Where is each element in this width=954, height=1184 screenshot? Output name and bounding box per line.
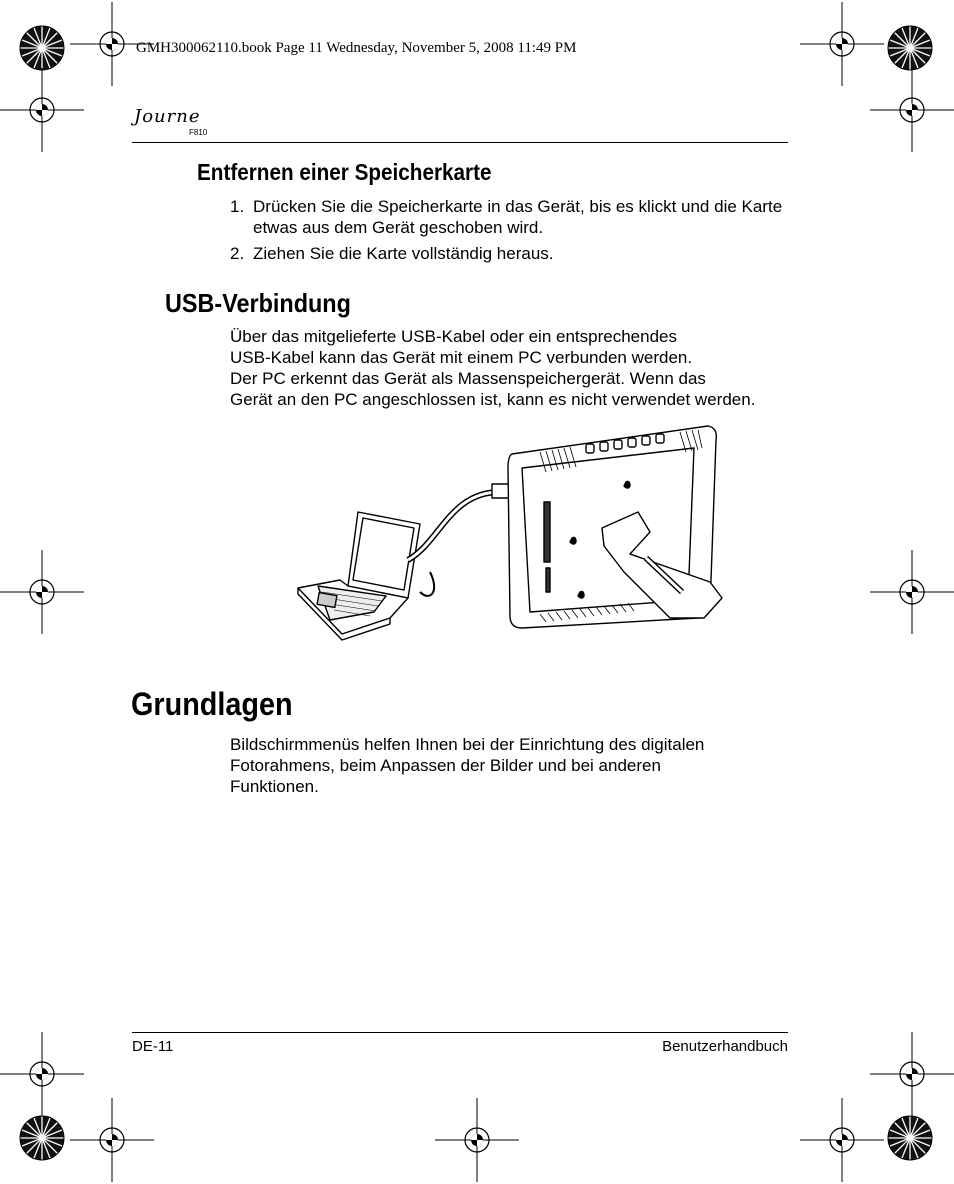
paragraph-line: Über das mitgelieferte USB-Kabel oder ein entsprechendes bbox=[230, 327, 677, 346]
paragraph-line: Funktionen. bbox=[230, 777, 319, 796]
step-text: Ziehen Sie die Karte vollständig heraus. bbox=[253, 244, 554, 263]
laptop-icon bbox=[298, 512, 420, 640]
header-rule bbox=[132, 142, 788, 143]
photo-frame-icon bbox=[508, 426, 722, 628]
step-number: 2. bbox=[230, 244, 245, 263]
heading-usb: USB-Verbindung bbox=[165, 288, 351, 318]
paragraph-line: Gerät an den PC angeschlossen ist, kann es nicht verwendet werden. bbox=[230, 390, 756, 409]
paragraph-line: Bildschirmmenüs helfen Ihnen bei der Einrichtung des digitalen bbox=[230, 735, 705, 754]
step-item bbox=[230, 243, 790, 264]
brand-logo: Journe bbox=[134, 106, 201, 127]
step-number: 1. bbox=[230, 197, 245, 216]
model-label: F810 bbox=[189, 128, 208, 137]
steps-list bbox=[230, 196, 790, 269]
usb-connection-illustration bbox=[290, 422, 730, 642]
basics-paragraph bbox=[230, 734, 790, 797]
paragraph-line: USB-Kabel kann das Gerät mit einem PC verbunden werden. bbox=[230, 348, 693, 367]
usb-paragraph bbox=[230, 326, 800, 410]
step-text: Drücken Sie die Speicherkarte in das Gerät, bis es klickt und die Karte etwas aus dem Gerät geschoben wird. bbox=[253, 197, 783, 237]
page-number: DE-11 bbox=[132, 1038, 174, 1055]
heading-remove-card: Entfernen einer Speicherkarte bbox=[197, 159, 492, 185]
paragraph-line: Fotorahmens, beim Anpassen der Bilder und bei anderen bbox=[230, 756, 661, 775]
footer-rule bbox=[132, 1032, 788, 1033]
footer-title: Benutzerhandbuch bbox=[662, 1038, 788, 1055]
print-header: GMH300062110.book Page 11 Wednesday, November 5, 2008 11:49 PM bbox=[136, 40, 577, 56]
step-item bbox=[230, 196, 790, 238]
paragraph-line: Der PC erkennt das Gerät als Massenspeichergerät. Wenn das bbox=[230, 369, 706, 388]
heading-basics: Grundlagen bbox=[131, 686, 293, 722]
